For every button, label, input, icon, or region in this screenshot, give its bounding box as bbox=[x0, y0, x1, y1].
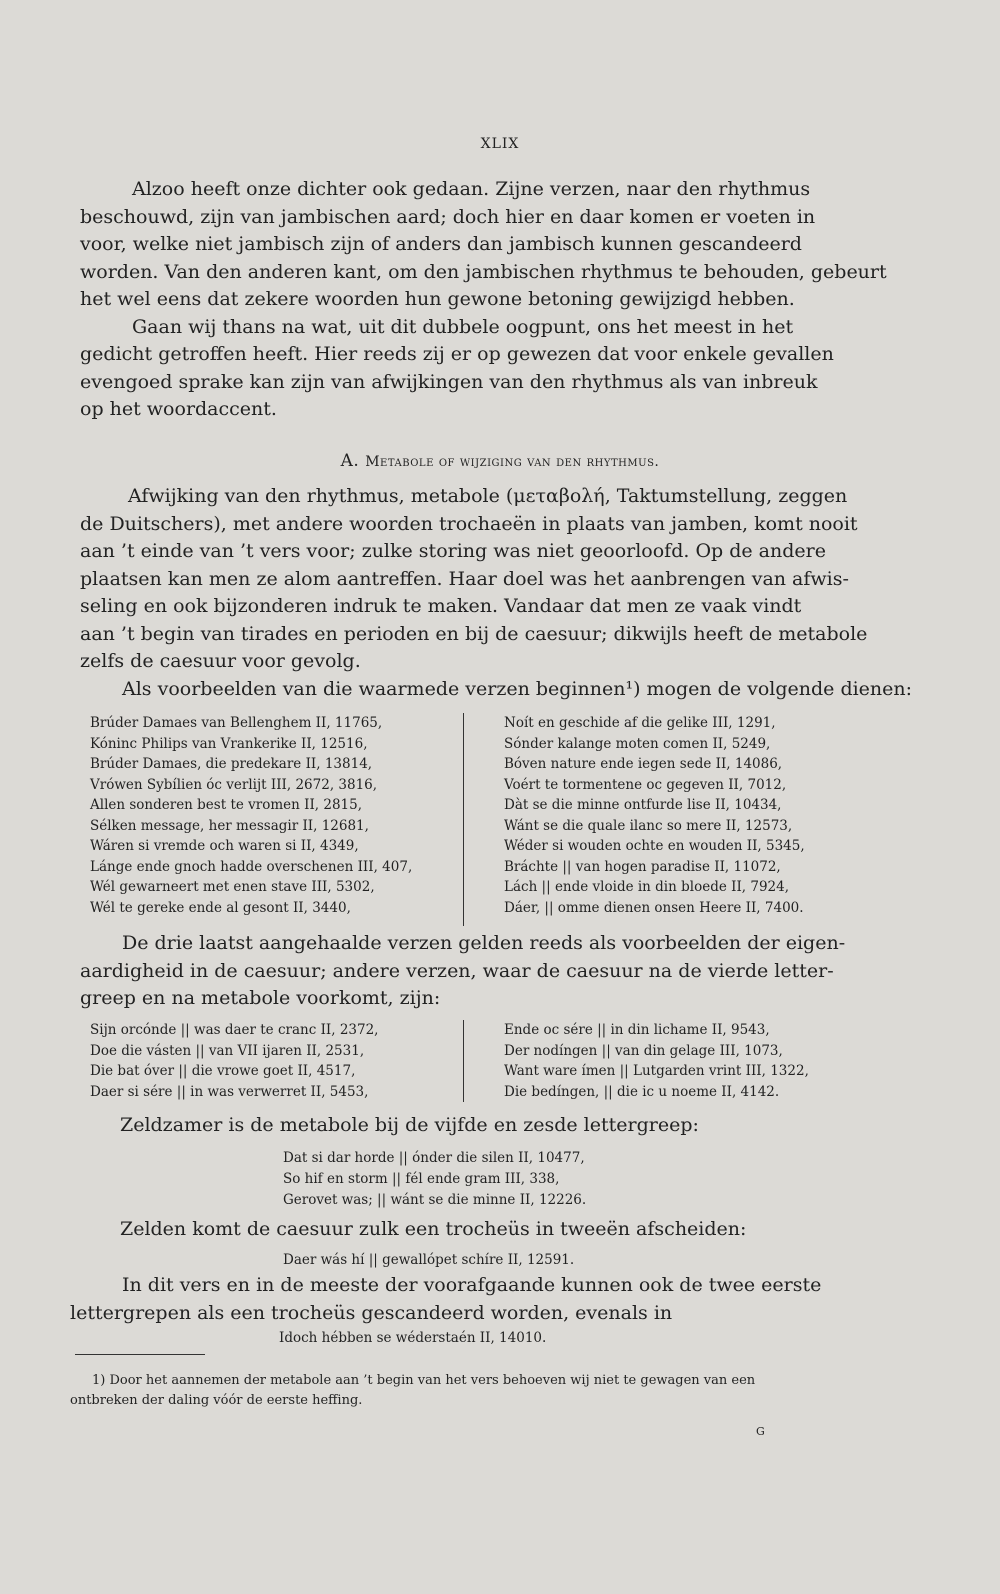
examples2-right-column bbox=[504, 1020, 809, 1102]
indit-paragraph bbox=[70, 1272, 865, 1327]
verse-line: Dáer, || omme dienen onsen Heere II, 7400. bbox=[504, 899, 804, 916]
text-line: op het woordaccent. bbox=[80, 398, 277, 420]
verse-line: Daer si sére || in was verwerret II, 5453, bbox=[90, 1083, 369, 1100]
text-line: greep en na metabole voorkomt, zijn: bbox=[80, 987, 441, 1009]
verse-line: Dàt se die minne ontfurde lise II, 10434, bbox=[504, 797, 782, 813]
verse-line: Sónder kalange moten comen II, 5249, bbox=[504, 735, 771, 752]
intro-paragraph bbox=[80, 176, 887, 424]
text-line: plaatsen kan men ze alom aantreffen. Haar doel was het aanbrengen van afwis- bbox=[80, 567, 849, 590]
zeldzamer-line bbox=[120, 1112, 905, 1140]
verse-line: Dat si dar horde || ónder die silen II, 10477, bbox=[283, 1150, 585, 1166]
text-line: beschouwd, zijn van jambischen aard; doch hier en daar komen er voeten in bbox=[80, 205, 816, 228]
text-line: lettergrepen als een trocheüs gescandeerd worden, evenals in bbox=[70, 1301, 673, 1324]
footnote-rule bbox=[75, 1354, 205, 1355]
verse-line: Wéder si wouden ochte en wouden II, 5345, bbox=[504, 838, 805, 854]
verse-line: Kóninc Philips van Vrankerike II, 12516, bbox=[90, 735, 368, 752]
verse-line: Ende oc sére || in din lichame II, 9543, bbox=[504, 1022, 770, 1038]
text-line: Zelden komt de caesuur zulk een trocheüs in tweeën afscheiden: bbox=[120, 1218, 747, 1240]
text-line: Gaan wij thans na wat, uit dit dubbele oogpunt, ons het meest in het bbox=[132, 315, 794, 338]
verse-line: Brúder Damaes, die predekare II, 13814, bbox=[90, 756, 373, 772]
verse-line: So hif en storm || fél ende gram III, 338, bbox=[283, 1171, 560, 1187]
footnote-line: ontbreken der daling vóór de eerste heffing. bbox=[70, 1393, 363, 1408]
text-line: seling en ook bijzonderen indruk te maken. Vandaar dat men ze vaak vindt bbox=[80, 595, 802, 617]
verse-line: Allen sonderen best te vromen II, 2815, bbox=[90, 797, 363, 813]
verse-line: Brúder Damaes van Bellenghem II, 11765, bbox=[90, 715, 383, 731]
verse-line: Want ware ímen || Lutgarden vrint III, 1322, bbox=[504, 1063, 809, 1079]
section-heading bbox=[0, 451, 1000, 471]
text-line: Als voorbeelden van die waarmede verzen beginnen¹) mogen de volgende dienen: bbox=[122, 677, 913, 700]
page-number: XLIX bbox=[480, 136, 520, 152]
verse-line: Wél gewarneert met enen stave III, 5302, bbox=[90, 879, 375, 895]
text-line: het wel eens dat zekere woorden hun gewone betoning gewijzigd hebben. bbox=[80, 288, 795, 310]
example5-block bbox=[279, 1328, 546, 1349]
text-line: De drie laatst aangehaalde verzen gelden reeds als voorbeelden der eigen- bbox=[122, 932, 846, 954]
verse-line: Doe die vásten || van VII ijaren II, 2531, bbox=[90, 1042, 365, 1059]
column-divider bbox=[463, 713, 464, 926]
verse-line: Wánt se die quale ilanc so mere II, 12573, bbox=[504, 817, 793, 834]
text-line: voor, welke niet jambisch zijn of anders dan jambisch kunnen gescandeerd bbox=[80, 233, 802, 255]
verse-line: Der nodíngen || van din gelage III, 1073, bbox=[504, 1042, 783, 1059]
verse-line: Wáren si vremde och waren si II, 4349, bbox=[90, 838, 359, 854]
column-divider bbox=[463, 1020, 464, 1102]
text-line: Afwijking van den rhythmus, metabole (μεταβολή, Taktumstellung, zeggen bbox=[128, 485, 848, 507]
verse-line: Idoch hébben se wéderstaén II, 14010. bbox=[279, 1330, 547, 1346]
zelden-line bbox=[120, 1216, 905, 1244]
examples-left-column bbox=[90, 713, 412, 918]
text-line: In dit vers en in de meeste der voorafgaande kunnen ook de twee eerste bbox=[122, 1274, 822, 1296]
text-line: aan ’t einde van ’t vers voor; zulke storing was niet geoorloofd. Op de andere bbox=[80, 540, 826, 562]
section-heading-prefix: A. bbox=[340, 451, 360, 471]
text-line: gedicht getroffen heeft. Hier reeds zij er op gewezen dat voor enkele gevallen bbox=[80, 343, 834, 365]
text-line: worden. Van den anderen kant, om den jambischen rhythmus te behouden, gebeurt bbox=[80, 260, 887, 283]
text-line: aardigheid in de caesuur; andere verzen, waar de caesuur na de vierde letter- bbox=[80, 959, 834, 982]
verse-line: Daer wás hí || gewallópet schíre II, 12591. bbox=[283, 1252, 575, 1268]
verse-line: Die bedíngen, || die ic u noeme II, 4142. bbox=[504, 1083, 780, 1100]
text-line: Zeldzamer is de metabole bij de vijfde en zesde lettergreep: bbox=[120, 1114, 699, 1136]
section-heading-text: Metabole of wijziging van den rhythmus. bbox=[365, 454, 660, 470]
verse-line: Die bat óver || die vrowe goet II, 4517, bbox=[90, 1063, 356, 1079]
metabole-paragraph bbox=[80, 483, 913, 703]
examples3-block bbox=[283, 1148, 586, 1211]
signature-mark: G bbox=[756, 1425, 765, 1438]
verse-line: Vrówen Sybílien óc verlijt III, 2672, 3816, bbox=[90, 776, 378, 793]
verse-line: Bóven nature ende iegen sede II, 14086, bbox=[504, 756, 783, 772]
footnote-line: 1) Door het aannemen der metabole aan ’t begin van het vers behoeven wij niet te gewagen van een bbox=[92, 1373, 756, 1388]
verse-line: Noít en geschide af die gelike III, 1291, bbox=[504, 715, 776, 731]
text-line: evengoed sprake kan zijn van afwijkingen van den rhythmus als van inbreuk bbox=[80, 370, 818, 393]
example4-block bbox=[283, 1250, 574, 1271]
verse-line: Lánge ende gnoch hadde overschenen III, 407, bbox=[90, 858, 413, 875]
caesuur-paragraph bbox=[80, 930, 865, 1013]
footnote bbox=[70, 1371, 860, 1411]
verse-line: Wél te gereke ende al gesont II, 3440, bbox=[90, 899, 351, 916]
text-line: zelfs de caesuur voor gevolg. bbox=[80, 650, 361, 672]
verse-line: Lách || ende vloide in din bloede II, 7924, bbox=[504, 879, 790, 895]
examples-right-column bbox=[504, 713, 805, 918]
verse-line: Gerovet was; || wánt se die minne II, 12226. bbox=[283, 1192, 587, 1208]
text-line: aan ’t begin van tirades en perioden en bij de caesuur; dikwijls heeft de metabole bbox=[80, 622, 868, 645]
examples2-left-column bbox=[90, 1020, 378, 1102]
verse-line: Voért te tormentene oc gegeven II, 7012, bbox=[504, 776, 787, 793]
text-line: de Duitschers), met andere woorden trochaeën in plaats van jamben, komt nooit bbox=[80, 512, 858, 535]
verse-line: Sijn orcónde || was daer te cranc II, 2372, bbox=[90, 1022, 379, 1038]
verse-line: Bráchte || van hogen paradise II, 11072, bbox=[504, 858, 781, 875]
text-line: Alzoo heeft onze dichter ook gedaan. Zijne verzen, naar den rhythmus bbox=[132, 178, 811, 200]
verse-line: Sélken message, her messagir II, 12681, bbox=[90, 817, 369, 834]
